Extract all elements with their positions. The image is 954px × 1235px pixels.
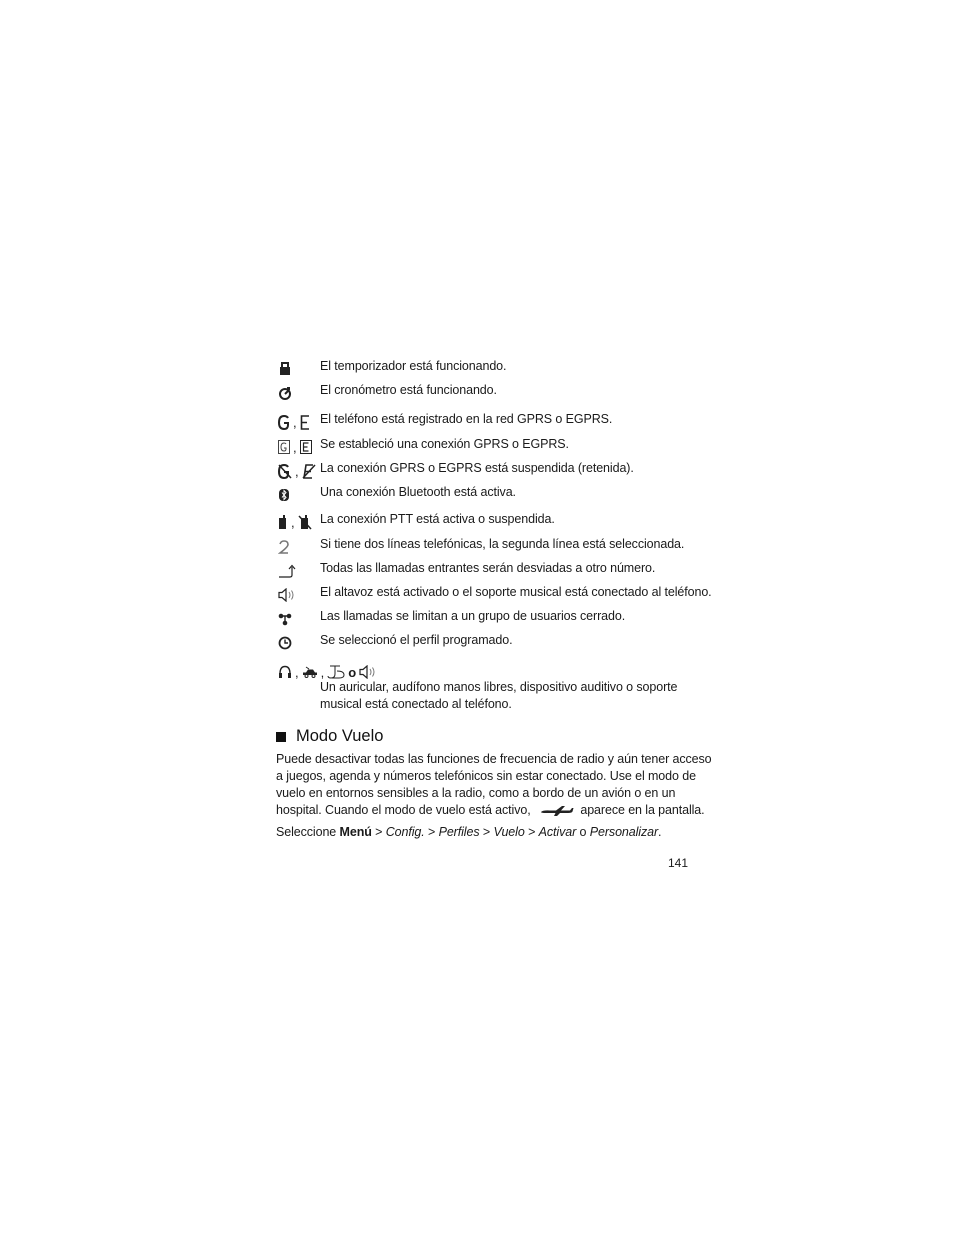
separator: , — [295, 664, 299, 680]
path-separator: > — [375, 825, 383, 839]
page-number: 141 — [668, 856, 689, 870]
indicator-text: Si tiene dos líneas telefónicas, la segunda línea está seleccionada. — [320, 537, 685, 551]
menu-label: Menú — [339, 825, 372, 839]
loudspeaker-icon — [278, 588, 296, 602]
profiles-label: Perfiles — [438, 825, 480, 839]
path-separator: > — [482, 825, 491, 839]
music-stand-icon — [359, 665, 377, 679]
indicator-row-timer — [276, 358, 696, 380]
select-prefix: Seleccione — [276, 825, 337, 839]
heading-bullet-icon — [276, 732, 286, 742]
paragraph-text: hospital. Cuando el modo de vuelo está activo, — [276, 803, 531, 817]
indicator-text: El teléfono está registrado en la red GPRS o EGPRS. — [320, 412, 613, 426]
path-separator: > — [528, 825, 536, 839]
gprs-connected-icon — [278, 440, 290, 454]
indicator-text: La conexión GPRS o EGPRS está suspendida (retenida). — [320, 461, 634, 475]
egprs-e-icon — [300, 415, 310, 430]
gprs-suspended-icon — [278, 464, 292, 479]
indicator-row-bluetooth — [276, 484, 696, 506]
indicator-text: El cronómetro está funcionando. — [320, 383, 497, 397]
paragraph-text: aparece en la pantalla. — [580, 803, 705, 817]
paragraph-line: a juegos, agenda y números telefónicos sin estar conectado. Use el modo de — [276, 769, 696, 783]
separator: , — [291, 514, 295, 530]
flight-mode-paragraph — [276, 751, 712, 819]
accessories-text-line1: Un auricular, audífono manos libres, dispositivo auditivo o soporte — [320, 680, 678, 694]
indicator-row-closed-user-group — [276, 608, 696, 630]
indicator-text: Las llamadas se limitan a un grupo de usuarios cerrado. — [320, 609, 626, 623]
indicator-row-line-two — [276, 536, 696, 558]
activate-label: Activar — [538, 825, 577, 839]
section-title: Modo Vuelo — [296, 727, 384, 745]
car-kit-icon — [302, 665, 318, 679]
separator: , — [293, 414, 297, 430]
indicator-row-timed-profile — [276, 632, 696, 654]
paragraph-line-last — [276, 802, 705, 819]
paragraph-line: Puede desactivar todas las funciones de frecuencia de radio y aún tener acceso — [276, 752, 712, 766]
separator: , — [293, 439, 297, 455]
indicator-text: El temporizador está funcionando. — [320, 359, 507, 373]
separator: , — [320, 664, 325, 680]
timed-profile-icon — [278, 636, 292, 650]
egprs-suspended-icon — [302, 464, 316, 479]
config-label: Config. — [385, 825, 425, 839]
accessories-text-line2: musical está conectado al teléfono. — [320, 697, 512, 711]
indicator-row-gprs — [276, 411, 696, 433]
egprs-connected-icon — [300, 440, 312, 454]
indicator-text: Se seleccionó el perfil programado. — [320, 633, 513, 647]
or-text: o — [579, 825, 587, 839]
bluetooth-icon — [278, 488, 290, 502]
indicator-row-gprs-connected — [276, 436, 696, 458]
indicator-row-divert — [276, 560, 696, 582]
indicator-text: La conexión PTT está activa o suspendida. — [320, 512, 555, 526]
stopwatch-icon — [278, 386, 292, 400]
call-divert-icon — [278, 564, 298, 578]
loopset-icon — [327, 665, 345, 679]
path-separator: > — [428, 825, 436, 839]
gprs-g-icon — [278, 415, 290, 430]
indicator-row-gprs-suspended — [276, 460, 696, 482]
airplane-icon — [540, 805, 574, 817]
separator: , — [295, 463, 299, 479]
indicator-row-stopwatch — [276, 382, 696, 404]
separator: o — [348, 664, 357, 680]
indicator-row-loudspeaker — [276, 584, 712, 606]
section-heading — [276, 727, 383, 746]
customize-label: Personalizar — [589, 825, 659, 839]
period: . — [658, 825, 662, 839]
flight-label: Vuelo — [493, 825, 525, 839]
indicator-row-ptt — [276, 511, 696, 533]
closed-user-group-icon — [278, 612, 292, 626]
timer-icon — [278, 362, 292, 376]
indicator-text: Se estableció una conexión GPRS o EGPRS. — [320, 437, 569, 451]
headset-icon — [278, 665, 292, 679]
indicator-text: Todas las llamadas entrantes serán desviadas a otro número. — [320, 561, 656, 575]
ptt-suspended-icon — [298, 515, 312, 530]
indicator-text: El altavoz está activado o el soporte musical está conectado al teléfono. — [320, 585, 712, 599]
select-instruction — [276, 824, 696, 841]
paragraph-line: vuelo en entornos sensibles a la radio, como a bordo de un avión o en un — [276, 786, 676, 800]
line-two-icon — [278, 540, 290, 554]
indicator-text: Una conexión Bluetooth está activa. — [320, 485, 516, 499]
ptt-active-icon — [278, 515, 288, 530]
